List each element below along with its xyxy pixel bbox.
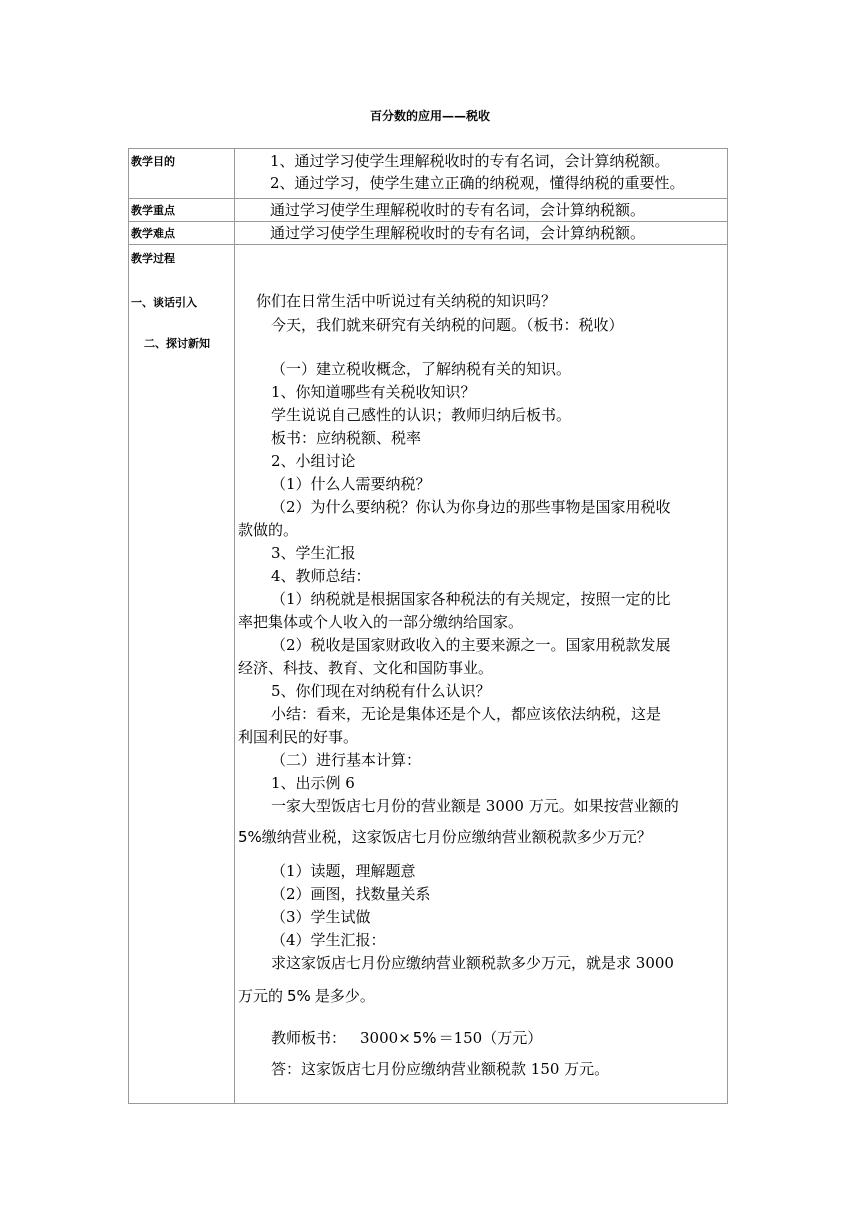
board-result: ＝150（万元） <box>438 1029 543 1047</box>
process-line: 1、你知道哪些有关税收知识？ <box>271 383 476 401</box>
label-intro: 一、谈话引入 <box>131 296 197 309</box>
board-label: 教师板书： <box>271 1029 347 1047</box>
process-line: 2、小组讨论 <box>271 452 356 470</box>
goal-line: 1、通过学习使学生理解税收时的专有名词，会计算纳税额。 <box>270 152 670 170</box>
process-line: （二）进行基本计算： <box>271 751 422 769</box>
goal-line: 2、通过学习，使学生建立正确的纳税观，懂得纳税的重要性。 <box>270 174 685 192</box>
solve-line: 求这家饭店七月份应缴纳营业额税款多少万元，就是求 3000 <box>271 954 674 972</box>
process-line: 款做的。 <box>238 521 299 539</box>
solve-text: 万元的 <box>238 987 284 1005</box>
process-line: 5、你们现在对纳税有什么认识？ <box>271 682 491 700</box>
process-line: （2）为什么要纳税？你认为你身边的那些事物是国家用税收 <box>271 498 671 516</box>
label-goal: 教学目的 <box>131 155 175 168</box>
process-line: 你们在日常生活中听说过有关纳税的知识吗？ <box>256 292 557 310</box>
process-line: 1、出示例 6 <box>271 774 355 792</box>
process-line: 学生说说自己感性的认识；教师归纳后板书。 <box>271 406 572 424</box>
process-line: 小结：看来，无论是集体还是个人，都应该依法纳税，这是 <box>271 705 662 723</box>
process-line: 4、教师总结： <box>271 567 371 585</box>
label-key: 教学重点 <box>131 204 175 217</box>
column-divider <box>234 148 235 1104</box>
step-line: （1）读题，理解题意 <box>271 862 416 880</box>
process-line: 经济、科技、教育、文化和国防事业。 <box>238 659 494 677</box>
step-line: （4）学生汇报： <box>271 931 386 949</box>
key-text: 通过学习使学生理解税收时的专有名词，会计算纳税额。 <box>270 201 646 219</box>
row-divider-difficulty <box>128 244 728 245</box>
example-line <box>238 826 726 848</box>
process-line: （一）建立税收概念，了解纳税有关的知识。 <box>271 360 572 378</box>
board-formula: 3000× <box>360 1029 411 1047</box>
process-line: 板书：应纳税额、税率 <box>271 429 422 447</box>
difficulty-text: 通过学习使学生理解税收时的专有名词，会计算纳税额。 <box>270 224 646 242</box>
process-line: （1）什么人需要纳税？ <box>271 475 431 493</box>
process-line: 一家大型饭店七月份的营业额是 3000 万元。如果按营业额的 <box>271 797 679 815</box>
label-explore: 二、探讨新知 <box>144 337 210 350</box>
page-title: 百分数的应用——税收 <box>369 109 490 123</box>
solve-line-2 <box>238 985 726 1007</box>
process-line: 率把集体或个人收入的一部分缴纳给国家。 <box>238 613 524 631</box>
example-text: 缴纳营业税，这家饭店七月份应缴纳营业额税款多少万元？ <box>261 828 652 846</box>
percent-value: 5% <box>238 828 262 846</box>
process-line: （2）税收是国家财政收入的主要来源之一。国家用税款发展 <box>271 636 671 654</box>
process-line: 利国利民的好事。 <box>238 728 359 746</box>
answer-line: 答：这家饭店七月份应缴纳营业额税款 150 万元。 <box>271 1060 610 1078</box>
board-line <box>238 1027 759 1049</box>
process-line: 今天，我们就来研究有关纳税的问题。（板书：税收） <box>271 316 624 334</box>
label-process: 教学过程 <box>131 252 175 265</box>
step-line: （3）学生试做 <box>271 908 371 926</box>
step-line: （2）画图，找数量关系 <box>271 885 431 903</box>
process-line: 3、学生汇报 <box>271 544 356 562</box>
percent-value: 5% <box>287 987 311 1005</box>
process-line: （1）纳税就是根据国家各种税法的有关规定，按照一定的比 <box>271 590 671 608</box>
percent-value: 5% <box>412 1029 437 1047</box>
solve-text: 是多少。 <box>314 987 375 1005</box>
label-difficulty: 教学难点 <box>131 227 175 240</box>
